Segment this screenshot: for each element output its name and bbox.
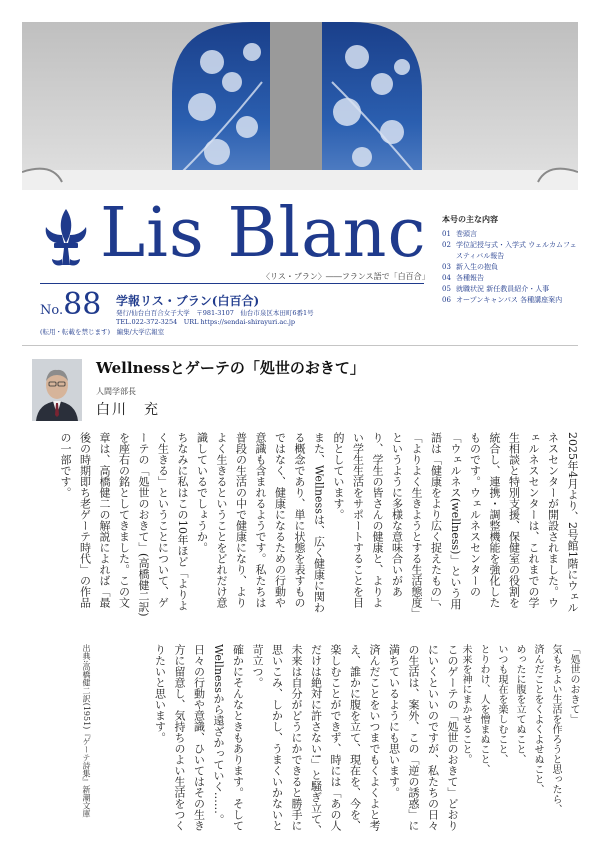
brand-subtitle: 〈リス・ブラン〉――フランス語で「白百合」: [262, 272, 430, 281]
toc-item-label: 就職状況 新任教員紹介・人事: [456, 285, 550, 293]
author-photo: [32, 359, 82, 421]
poem-line: 済んだことをくよくよせぬこと、: [532, 644, 543, 794]
paragraph: 日々の行動や意識、ひいてはその生き方に留意し、気持ちのよい生活をつくりたいと思います。: [153, 644, 206, 831]
issue-prefix: No.: [40, 303, 64, 318]
toc-item-label: オープンキャンパス 各種講座案内: [456, 296, 563, 304]
poem-line: 気もちよい生活を作ろうと思ったら、: [550, 644, 561, 814]
author-name: 白川 充: [96, 402, 160, 418]
publisher-address: 発行/仙台白百合女子大学 〒981-3107 仙台市泉区本田町6番1号: [116, 309, 314, 317]
paragraph: 2025年4月より、2号館1階にウェルネスセンターが開設されました。ウェルネスセンターは、これまでの学生相談と特別支援、保健室の役割を統合し、連携・調整機能を強化したものです。ウェルネスセンターの「ウェルネス(wellness)」という用語は「健康をより広く捉えたもの」、「よりよく生きようとする生活態度」というように多様な意味合いがあり、学生の皆さんの健康と、よりよい学生生活をサポートすることを目的としています。: [332, 432, 579, 614]
toc-item-number: 05: [442, 285, 451, 293]
publication-info: [116, 309, 314, 327]
toc-item-number: 06: [442, 296, 451, 304]
toc-item-label: 各種報告: [456, 274, 484, 282]
divider: [40, 283, 424, 284]
paragraph: 済んだことをいつまでもくよくよと考え、誰かに腹を立て、現在を、今を、楽しむことができず、時には「あの人だけは絶対に許さない!」と騒ぎ立て、未来は自分がどうにかできると勝手に思いこみ、しかし、うまくいかないと苛立つ。: [251, 644, 381, 836]
toc-item-number: 04: [442, 274, 451, 282]
toc-item-number: 03: [442, 263, 451, 271]
poem-line: いつも現在を楽しむこと、: [496, 644, 507, 764]
publication-title: 学報リス・ブラン(白百合): [116, 294, 260, 308]
source-citation: 出典:高橋健二訳(1951)『ゲーテ詩集』新潮文庫: [82, 644, 91, 818]
article-text-lower: [102, 644, 462, 838]
table-of-contents: [442, 214, 582, 306]
paragraph: また、Wellnessは、広く健康に関わる概念であり、単に状態を表すものではなく、健康になるための行動や意識も含まれるようです。私たちは普段の生活の中で健康になり、よりよく生きるということをどれだけ意識しているでしょうか。: [195, 432, 326, 613]
toc-item: [442, 262, 582, 273]
article-text-upper: [52, 432, 582, 618]
poem-line: めったに腹を立てぬこと、: [514, 644, 525, 764]
hero-stained-glass-image: [22, 22, 578, 190]
goethe-poem: [460, 644, 582, 838]
paragraph: ちなみに私はこの10年ほど「よりよく生きる」ということについて、ゲーテの「処世のおきて」(高橋健二訳)を座右の銘としてきました。この文章は、高橋健二の解説によれば「最後の時期即ち老ゲーテ時代」の作品の一部です。: [59, 432, 189, 617]
poem-line: とりわけ、人を憎まぬこと、: [478, 644, 489, 774]
toc-item: [442, 229, 582, 240]
fleur-de-lis-icon: [40, 207, 92, 269]
toc-item-number: 02: [442, 241, 451, 249]
toc-item: [442, 273, 582, 284]
toc-item: [442, 284, 582, 295]
brand-title: Lis Blanc: [100, 194, 427, 273]
issue-number-value: 88: [63, 287, 102, 322]
toc-item: [442, 295, 582, 306]
article-body: [52, 432, 582, 838]
toc-item-number: 01: [442, 230, 451, 238]
toc-title: 本号の主な内容: [442, 214, 498, 224]
toc-item-label: 新入生の抱負: [456, 263, 498, 271]
publisher-contact: TEL.022-372-3254 URL https://sendai-shirayuri.ac.jp: [116, 318, 296, 326]
paragraph: 確かにそんなときもあります。そしてWellnessから遠ざかっていく……。: [212, 644, 245, 831]
toc-item: [442, 240, 582, 262]
issue-number: [40, 289, 101, 321]
poem-line: 未来を神にまかせること。: [460, 644, 471, 764]
paragraph: このゲーテの「処世のおきて」どおりにいくといいのですが、私たちの日々の生活は、案外、この「逆の誘惑」に満ちているようにも思います。: [387, 644, 459, 831]
article-divider: [22, 345, 578, 346]
reprint-notice: (転用・転載を禁じます) 編集/大学広報室: [40, 328, 165, 336]
article-headline: Wellnessとゲーテの「処世のおきて」: [96, 359, 365, 377]
toc-item-label: 巻頭言: [456, 230, 477, 238]
poem-title: 「処世のおきて」: [568, 644, 579, 724]
toc-item-label: 学位記授与式・入学式 ウェルカムフェスティバル報告: [456, 241, 577, 260]
author-department: 人間学部長: [96, 387, 136, 396]
